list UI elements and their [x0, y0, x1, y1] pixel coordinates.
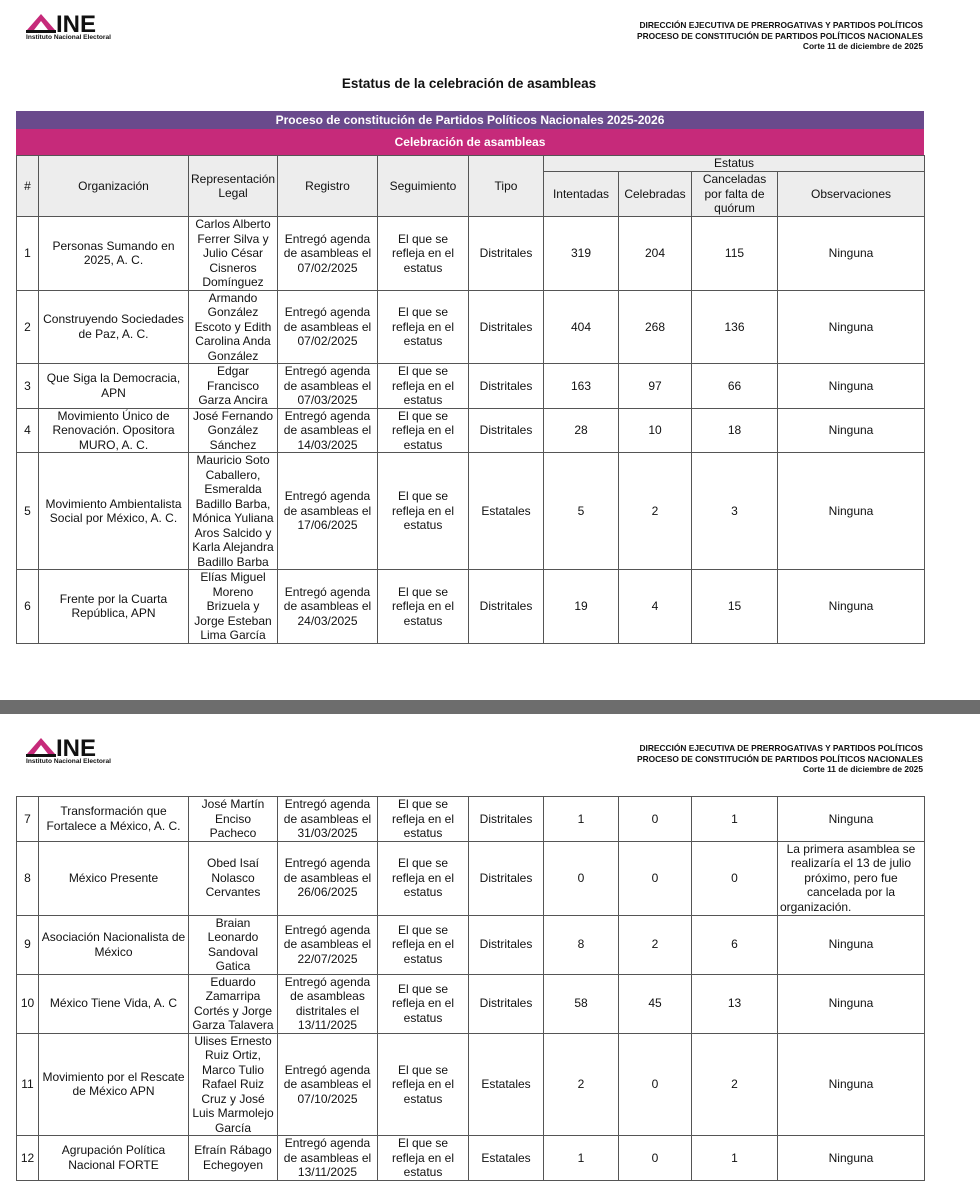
cell-num: 8 [17, 841, 39, 915]
cell-seguimiento: El que se refleja en el estatus [378, 841, 469, 915]
cell-celebradas: 204 [619, 217, 692, 291]
cell-representacion: Eduardo Zamarripa Cortés y Jorge Garza Talavera [189, 974, 278, 1033]
cell-observaciones: Ninguna [778, 1033, 925, 1136]
cell-representacion: José Martín Enciso Pacheco [189, 797, 278, 842]
cell-celebradas: 0 [619, 841, 692, 915]
cell-seguimiento: El que se refleja en el estatus [378, 797, 469, 842]
cell-tipo: Estatales [469, 1033, 544, 1136]
table-row [17, 570, 925, 644]
cell-registro: Entregó agenda de asambleas el 14/03/2025 [278, 408, 378, 453]
cell-organizacion: Movimiento Único de Renovación. Opositora MURO, A. C. [39, 408, 189, 453]
cell-registro: Entregó agenda de asambleas el 31/03/2025 [278, 797, 378, 842]
col-header-celebradas: Celebradas [619, 172, 692, 217]
col-header-canceladas: Canceladas por falta de quórum [692, 172, 778, 217]
cell-representacion: José Fernando González Sánchez [189, 408, 278, 453]
cell-num: 4 [17, 408, 39, 453]
cell-canceladas: 1 [692, 797, 778, 842]
logo-subtitle: Instituto Nacional Electoral [26, 34, 112, 41]
table-row [17, 915, 925, 974]
cell-intentadas: 8 [544, 915, 619, 974]
document-page-2 [0, 714, 980, 1200]
table-row [17, 217, 925, 291]
assemblies-table-continued [16, 796, 925, 1181]
cell-celebradas: 45 [619, 974, 692, 1033]
cell-registro: Entregó agenda de asambleas el 07/02/2025 [278, 217, 378, 291]
table-row [17, 974, 925, 1033]
table-row [17, 1136, 925, 1181]
document-title: Estatus de la celebración de asambleas [341, 76, 597, 91]
cell-celebradas: 4 [619, 570, 692, 644]
cell-observaciones: Ninguna [778, 408, 925, 453]
page-separator [0, 700, 980, 714]
cell-celebradas: 0 [619, 1033, 692, 1136]
cell-representacion: Efraín Rábago Echegoyen [189, 1136, 278, 1181]
col-header-seguimiento: Seguimiento [378, 156, 469, 217]
cell-representacion: Mauricio Soto Caballero, Esmeralda Badillo Barba, Mónica Yuliana Aros Salcido y Karla Alejandra Badillo Barba [189, 453, 278, 570]
cell-registro: Entregó agenda de asambleas el 13/11/2025 [278, 1136, 378, 1181]
table-row [17, 453, 925, 570]
col-header-representacion: Representación Legal [189, 156, 278, 217]
cell-tipo: Estatales [469, 453, 544, 570]
cell-intentadas: 163 [544, 364, 619, 409]
cell-tipo: Distritales [469, 570, 544, 644]
cell-canceladas: 15 [692, 570, 778, 644]
cell-num: 6 [17, 570, 39, 644]
cell-intentadas: 19 [544, 570, 619, 644]
page-header [637, 20, 923, 52]
cell-observaciones: Ninguna [778, 797, 925, 842]
cell-num: 3 [17, 364, 39, 409]
cell-registro: Entregó agenda de asambleas el 26/06/2025 [278, 841, 378, 915]
cell-observaciones: Ninguna [778, 570, 925, 644]
cell-canceladas: 115 [692, 217, 778, 291]
header-line-2: PROCESO DE CONSTITUCIÓN DE PARTIDOS POLÍTICOS NACIONALES [636, 753, 923, 764]
cell-representacion: Edgar Francisco Garza Ancira [189, 364, 278, 409]
cell-representacion: Ulises Ernesto Ruiz Ortiz, Marco Tulio Rafael Ruiz Cruz y José Luis Marmolejo García [189, 1033, 278, 1136]
cell-registro: Entregó agenda de asambleas el 17/06/2025 [278, 453, 378, 570]
cell-tipo: Distritales [469, 408, 544, 453]
cell-observaciones: Ninguna [778, 915, 925, 974]
cell-observaciones: Ninguna [778, 1136, 925, 1181]
table-row [17, 290, 925, 364]
cell-canceladas: 1 [692, 1136, 778, 1181]
cell-observaciones: La primera asamblea se realizaría el 13 de julio próximo, pero fue cancelada por la organización. [778, 841, 925, 915]
cell-num: 9 [17, 915, 39, 974]
col-header-estatus: Estatus [544, 156, 925, 172]
cell-intentadas: 319 [544, 217, 619, 291]
cell-representacion: Elías Miguel Moreno Brizuela y Jorge Esteban Lima García [189, 570, 278, 644]
cell-representacion: Obed Isaí Nolasco Cervantes [189, 841, 278, 915]
cell-celebradas: 2 [619, 453, 692, 570]
col-header-intentadas: Intentadas [544, 172, 619, 217]
logo-subtitle: Instituto Nacional Electoral [26, 758, 112, 765]
cell-canceladas: 2 [692, 1033, 778, 1136]
cell-observaciones: Ninguna [778, 453, 925, 570]
table-row [17, 1033, 925, 1136]
cell-celebradas: 268 [619, 290, 692, 364]
cell-observaciones: Ninguna [778, 364, 925, 409]
cell-canceladas: 18 [692, 408, 778, 453]
ine-logo-icon [26, 12, 56, 34]
logo-word: INE [56, 11, 97, 38]
cell-seguimiento: El que se refleja en el estatus [378, 408, 469, 453]
cell-organizacion: México Tiene Vida, A. C [39, 974, 189, 1033]
logo-word: INE [56, 735, 97, 762]
cell-intentadas: 58 [544, 974, 619, 1033]
cell-canceladas: 136 [692, 290, 778, 364]
cell-tipo: Distritales [469, 915, 544, 974]
table-row [17, 841, 925, 915]
header-line-1: DIRECCIÓN EJECUTIVA DE PRERROGATIVAS Y PARTIDOS POLÍTICOS [639, 20, 923, 30]
cell-observaciones: Ninguna [778, 290, 925, 364]
cell-num: 7 [17, 797, 39, 842]
cell-seguimiento: El que se refleja en el estatus [378, 364, 469, 409]
cell-tipo: Distritales [469, 841, 544, 915]
ine-logo [26, 736, 126, 768]
cell-tipo: Distritales [469, 290, 544, 364]
cell-num: 5 [17, 453, 39, 570]
cell-intentadas: 28 [544, 408, 619, 453]
table-row [17, 797, 925, 842]
cell-representacion: Armando González Escoto y Edith Carolina Anda González [189, 290, 278, 364]
cell-organizacion: Agrupación Política Nacional FORTE [39, 1136, 189, 1181]
col-header-num: # [17, 156, 39, 217]
cell-canceladas: 0 [692, 841, 778, 915]
page-header [637, 743, 923, 775]
cell-organizacion: Movimiento por el Rescate de México APN [39, 1033, 189, 1136]
cell-organizacion: Transformación que Fortalece a México, A. C. [39, 797, 189, 842]
section-band: Celebración de asambleas [16, 129, 924, 155]
cell-seguimiento: El que se refleja en el estatus [378, 217, 469, 291]
cell-seguimiento: El que se refleja en el estatus [378, 570, 469, 644]
cell-num: 11 [17, 1033, 39, 1136]
cell-registro: Entregó agenda de asambleas el 22/07/2025 [278, 915, 378, 974]
cell-organizacion: Que Siga la Democracia, APN [39, 364, 189, 409]
cell-intentadas: 5 [544, 453, 619, 570]
cell-canceladas: 66 [692, 364, 778, 409]
process-band: Proceso de constitución de Partidos Políticos Nacionales 2025-2026 [16, 111, 924, 129]
cell-tipo: Distritales [469, 364, 544, 409]
ine-logo [26, 12, 126, 44]
cell-organizacion: Construyendo Sociedades de Paz, A. C. [39, 290, 189, 364]
cell-intentadas: 404 [544, 290, 619, 364]
cell-representacion: Carlos Alberto Ferrer Silva y Julio César Cisneros Domínguez [189, 217, 278, 291]
cell-seguimiento: El que se refleja en el estatus [378, 974, 469, 1033]
cell-seguimiento: El que se refleja en el estatus [378, 290, 469, 364]
cell-organizacion: México Presente [39, 841, 189, 915]
cell-celebradas: 97 [619, 364, 692, 409]
col-header-tipo: Tipo [469, 156, 544, 217]
cell-registro: Entregó agenda de asambleas el 07/10/2025 [278, 1033, 378, 1136]
cell-tipo: Distritales [469, 974, 544, 1033]
cell-registro: Entregó agenda de asambleas el 07/02/2025 [278, 290, 378, 364]
cell-intentadas: 0 [544, 841, 619, 915]
col-header-registro: Registro [278, 156, 378, 217]
cell-canceladas: 6 [692, 915, 778, 974]
cell-celebradas: 0 [619, 797, 692, 842]
cell-seguimiento: El que se refleja en el estatus [378, 915, 469, 974]
cell-intentadas: 1 [544, 797, 619, 842]
cell-tipo: Estatales [469, 1136, 544, 1181]
cell-observaciones: Ninguna [778, 974, 925, 1033]
cell-tipo: Distritales [469, 797, 544, 842]
cell-intentadas: 2 [544, 1033, 619, 1136]
cell-organizacion: Frente por la Cuarta República, APN [39, 570, 189, 644]
cell-seguimiento: El que se refleja en el estatus [378, 1033, 469, 1136]
cell-num: 2 [17, 290, 39, 364]
cell-celebradas: 10 [619, 408, 692, 453]
cell-canceladas: 3 [692, 453, 778, 570]
cell-num: 10 [17, 974, 39, 1033]
table-row [17, 408, 925, 453]
cell-intentadas: 1 [544, 1136, 619, 1181]
cell-registro: Entregó agenda de asambleas el 07/03/2025 [278, 364, 378, 409]
col-header-organizacion: Organización [39, 156, 189, 217]
cell-seguimiento: El que se refleja en el estatus [378, 453, 469, 570]
col-header-observaciones: Observaciones [778, 172, 925, 217]
table-row [17, 364, 925, 409]
cell-celebradas: 2 [619, 915, 692, 974]
cell-registro: Entregó agenda de asambleas el 24/03/2025 [278, 570, 378, 644]
header-line-2: PROCESO DE CONSTITUCIÓN DE PARTIDOS POLÍTICOS NACIONALES [636, 30, 923, 41]
cell-canceladas: 13 [692, 974, 778, 1033]
cell-seguimiento: El que se refleja en el estatus [378, 1136, 469, 1181]
cell-registro: Entregó agenda de asambleas distritales el 13/11/2025 [278, 974, 378, 1033]
cell-celebradas: 0 [619, 1136, 692, 1181]
header-line-1: DIRECCIÓN EJECUTIVA DE PRERROGATIVAS Y PARTIDOS POLÍTICOS [639, 743, 923, 753]
ine-logo-icon [26, 736, 56, 758]
cell-representacion: Braian Leonardo Sandoval Gatica [189, 915, 278, 974]
cell-observaciones: Ninguna [778, 217, 925, 291]
cell-num: 1 [17, 217, 39, 291]
header-line-3: Corte 11 de diciembre de 2025 [802, 764, 923, 774]
cell-organizacion: Movimiento Ambientalista Social por México, A. C. [39, 453, 189, 570]
cell-organizacion: Personas Sumando en 2025, A. C. [39, 217, 189, 291]
cell-organizacion: Asociación Nacionalista de México [39, 915, 189, 974]
cell-num: 12 [17, 1136, 39, 1181]
assemblies-table [16, 155, 925, 644]
cell-tipo: Distritales [469, 217, 544, 291]
header-line-3: Corte 11 de diciembre de 2025 [802, 41, 923, 51]
